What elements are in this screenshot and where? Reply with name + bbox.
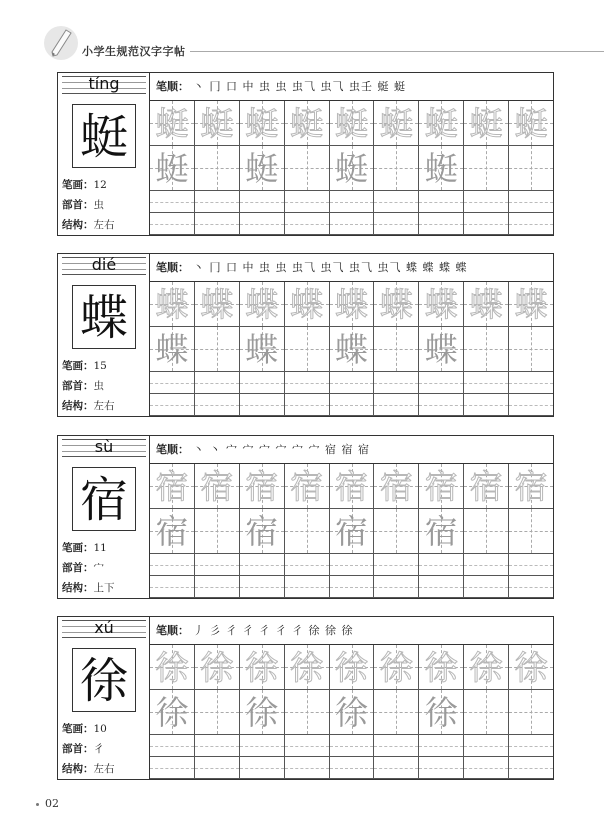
grid-cell[interactable] <box>374 394 419 416</box>
grid-cell[interactable] <box>464 645 509 690</box>
grid-cell[interactable] <box>419 576 464 598</box>
grid-cell[interactable] <box>330 690 375 735</box>
empty-row <box>150 191 553 213</box>
grid-cell[interactable] <box>150 735 195 757</box>
trace-row <box>150 101 553 146</box>
grid-cell[interactable] <box>330 464 375 509</box>
grid-cell[interactable] <box>419 757 464 779</box>
grid-cell[interactable] <box>419 394 464 416</box>
trace-char: 蝶 <box>514 285 548 324</box>
trace-char: 蜓 <box>424 104 458 143</box>
trace-char: 蜓 <box>379 104 413 143</box>
copy-char: 蜓 <box>155 149 189 188</box>
grid-cell[interactable] <box>509 554 553 576</box>
grid-cell[interactable] <box>374 645 419 690</box>
grid-cell[interactable] <box>195 464 240 509</box>
grid-cell[interactable] <box>330 282 375 327</box>
grid-cell[interactable] <box>285 394 330 416</box>
copy-char: 蝶 <box>245 330 279 369</box>
empty-row <box>150 757 553 779</box>
grid-cell[interactable] <box>285 282 330 327</box>
grid-cell[interactable] <box>150 101 195 146</box>
trace-char: 宿 <box>424 467 458 506</box>
structure: 结构：左右 <box>62 400 115 412</box>
model-char: 蝶 <box>79 290 128 346</box>
copy-row <box>150 327 553 372</box>
copy-char: 蜓 <box>335 149 368 188</box>
copy-char: 徐 <box>155 693 189 732</box>
trace-char: 蝶 <box>290 285 324 324</box>
grid-cell[interactable] <box>419 509 464 554</box>
trace-char: 蝶 <box>469 285 503 324</box>
grid-cell[interactable] <box>195 213 240 235</box>
stroke-order-label: 笔顺： <box>156 624 189 637</box>
pinyin-box <box>58 254 150 278</box>
grid-cell[interactable] <box>285 191 330 213</box>
trace-char: 宿 <box>335 467 368 506</box>
grid-cell[interactable] <box>374 191 419 213</box>
page-header <box>44 26 604 62</box>
trace-char: 蝶 <box>155 285 189 324</box>
grid-cell[interactable] <box>240 690 285 735</box>
stroke-order-sequence: 丿 彡 彳 彳 彳 彳 彳 徐 徐 徐 <box>193 624 354 637</box>
grid-cell[interactable] <box>509 757 553 779</box>
trace-char: 宿 <box>514 467 548 506</box>
header-rule <box>190 51 604 52</box>
grid-cell[interactable] <box>240 372 285 394</box>
trace-char: 徐 <box>424 648 458 687</box>
grid-cell[interactable] <box>419 554 464 576</box>
grid-cell[interactable] <box>330 101 375 146</box>
pinyin-box <box>58 617 150 641</box>
trace-char: 蝶 <box>424 285 458 324</box>
page-title: 小学生规范汉字字帖 <box>82 45 186 58</box>
empty-row <box>150 554 553 576</box>
grid-cell[interactable] <box>240 645 285 690</box>
grid-cell[interactable] <box>195 509 240 554</box>
writing-grid <box>150 645 553 779</box>
grid-cell[interactable] <box>330 735 375 757</box>
grid-cell[interactable] <box>509 191 553 213</box>
page-number: 02 <box>36 797 59 810</box>
grid-cell[interactable] <box>509 735 553 757</box>
grid-cell[interactable] <box>150 213 195 235</box>
grid-cell[interactable] <box>150 327 195 372</box>
grid-cell[interactable] <box>150 757 195 779</box>
grid-cell[interactable] <box>240 101 285 146</box>
pinyin-text: tíng <box>88 74 120 93</box>
grid-cell[interactable] <box>464 372 509 394</box>
pinyin-text: sù <box>94 437 114 456</box>
grid-cell[interactable] <box>195 735 240 757</box>
char-info-panel <box>58 254 150 416</box>
grid-cell[interactable] <box>240 191 285 213</box>
grid-cell[interactable] <box>240 394 285 416</box>
trace-char: 宿 <box>290 467 324 506</box>
trace-row <box>150 645 553 690</box>
grid-cell[interactable] <box>464 101 509 146</box>
pencil-icon <box>44 26 78 60</box>
grid-cell[interactable] <box>285 757 330 779</box>
grid-cell[interactable] <box>330 146 375 191</box>
grid-cell[interactable] <box>464 327 509 372</box>
grid-cell[interactable] <box>509 509 553 554</box>
practice-block <box>57 435 554 599</box>
char-info-panel <box>58 617 150 779</box>
grid-cell[interactable] <box>374 327 419 372</box>
grid-cell[interactable] <box>330 509 375 554</box>
writing-grid <box>150 282 553 416</box>
stroke-order-sequence: 丶 丶 宀 宀 宀 宀 宀 宀 宿 宿 宿 <box>193 443 370 456</box>
copy-char: 徐 <box>245 693 279 732</box>
trace-char: 宿 <box>469 467 503 506</box>
practice-block <box>57 72 554 236</box>
grid-cell[interactable] <box>464 509 509 554</box>
grid-cell[interactable] <box>330 191 375 213</box>
practice-block <box>57 616 554 780</box>
grid-cell[interactable] <box>150 690 195 735</box>
grid-cell[interactable] <box>509 213 553 235</box>
grid-cell[interactable] <box>195 191 240 213</box>
grid-cell[interactable] <box>150 372 195 394</box>
grid-cell[interactable] <box>509 327 553 372</box>
empty-row <box>150 372 553 394</box>
radical: 部首：彳 <box>62 743 104 755</box>
grid-cell[interactable] <box>509 372 553 394</box>
pinyin-box <box>58 436 150 460</box>
grid-cell[interactable] <box>419 464 464 509</box>
grid-cell[interactable] <box>150 554 195 576</box>
grid-cell[interactable] <box>285 101 330 146</box>
practice-area <box>150 73 553 235</box>
grid-cell[interactable] <box>150 394 195 416</box>
model-char-box <box>72 467 136 531</box>
char-info-panel <box>58 436 150 598</box>
grid-cell[interactable] <box>419 690 464 735</box>
trace-char: 蜓 <box>469 104 503 143</box>
stroke-order <box>150 436 553 464</box>
stroke-count: 笔画：10 <box>62 723 107 735</box>
grid-cell[interactable] <box>150 645 195 690</box>
grid-cell[interactable] <box>150 464 195 509</box>
grid-cell[interactable] <box>195 645 240 690</box>
stroke-order <box>150 617 553 645</box>
grid-cell[interactable] <box>419 327 464 372</box>
model-char: 宿 <box>79 472 128 528</box>
stroke-order-label: 笔顺： <box>156 80 189 93</box>
grid-cell[interactable] <box>509 101 553 146</box>
grid-cell[interactable] <box>374 146 419 191</box>
char-info-panel <box>58 73 150 235</box>
structure: 结构：左右 <box>62 763 115 775</box>
model-char: 蜓 <box>79 109 128 165</box>
grid-cell[interactable] <box>509 645 553 690</box>
empty-row <box>150 735 553 757</box>
radical: 部首：虫 <box>62 380 104 392</box>
grid-cell[interactable] <box>464 690 509 735</box>
trace-char: 蝶 <box>245 285 279 324</box>
trace-char: 徐 <box>245 648 279 687</box>
trace-char: 蜓 <box>514 104 548 143</box>
grid-cell[interactable] <box>285 554 330 576</box>
grid-cell[interactable] <box>464 191 509 213</box>
grid-cell[interactable] <box>150 576 195 598</box>
grid-cell[interactable] <box>419 282 464 327</box>
practice-area <box>150 254 553 416</box>
copy-char: 蝶 <box>155 330 189 369</box>
grid-cell[interactable] <box>150 191 195 213</box>
grid-cell[interactable] <box>419 372 464 394</box>
trace-char: 徐 <box>335 648 368 687</box>
trace-char: 徐 <box>155 648 189 687</box>
grid-cell[interactable] <box>285 735 330 757</box>
grid-cell[interactable] <box>374 757 419 779</box>
grid-cell[interactable] <box>195 757 240 779</box>
grid-cell[interactable] <box>419 645 464 690</box>
empty-row <box>150 213 553 235</box>
trace-char: 宿 <box>379 467 413 506</box>
grid-cell[interactable] <box>419 735 464 757</box>
trace-char: 蜓 <box>335 104 368 143</box>
grid-cell[interactable] <box>374 509 419 554</box>
grid-cell[interactable] <box>419 146 464 191</box>
grid-cell[interactable] <box>330 576 375 598</box>
grid-cell[interactable] <box>464 146 509 191</box>
grid-cell[interactable] <box>285 690 330 735</box>
model-char-box <box>72 285 136 349</box>
pinyin-text: xú <box>94 618 114 637</box>
grid-cell[interactable] <box>374 372 419 394</box>
practice-block <box>57 253 554 417</box>
grid-cell[interactable] <box>240 757 285 779</box>
stroke-order-sequence: 丶 冂 口 中 虫 虫 虫⺄ 虫⺄ 虫壬 蜓 蜓 <box>193 80 406 93</box>
trace-char: 蜓 <box>155 104 189 143</box>
model-char: 徐 <box>79 653 128 709</box>
copy-char: 徐 <box>335 693 368 732</box>
grid-cell[interactable] <box>240 576 285 598</box>
grid-cell[interactable] <box>419 213 464 235</box>
grid-cell[interactable] <box>374 213 419 235</box>
grid-cell[interactable] <box>240 554 285 576</box>
grid-cell[interactable] <box>285 213 330 235</box>
grid-cell[interactable] <box>330 554 375 576</box>
grid-cell[interactable] <box>285 509 330 554</box>
grid-cell[interactable] <box>464 576 509 598</box>
grid-cell[interactable] <box>509 146 553 191</box>
copy-row <box>150 690 553 735</box>
grid-cell[interactable] <box>330 645 375 690</box>
copy-char: 蝶 <box>335 330 368 369</box>
grid-cell[interactable] <box>509 464 553 509</box>
trace-char: 蜓 <box>200 104 234 143</box>
copy-char: 蜓 <box>424 149 458 188</box>
grid-cell[interactable] <box>195 146 240 191</box>
grid-cell[interactable] <box>509 394 553 416</box>
grid-cell[interactable] <box>374 690 419 735</box>
model-char-box <box>72 648 136 712</box>
trace-char: 蜓 <box>290 104 324 143</box>
grid-cell[interactable] <box>240 464 285 509</box>
grid-cell[interactable] <box>464 464 509 509</box>
trace-char: 宿 <box>155 467 189 506</box>
grid-cell[interactable] <box>464 394 509 416</box>
copy-row <box>150 509 553 554</box>
radical: 部首：宀 <box>62 562 104 574</box>
grid-cell[interactable] <box>240 146 285 191</box>
grid-cell[interactable] <box>509 282 553 327</box>
grid-cell[interactable] <box>374 464 419 509</box>
grid-cell[interactable] <box>285 372 330 394</box>
grid-cell[interactable] <box>509 576 553 598</box>
empty-row <box>150 394 553 416</box>
pinyin-text: dié <box>91 255 117 274</box>
trace-char: 徐 <box>290 648 324 687</box>
grid-cell[interactable] <box>464 735 509 757</box>
copy-char: 徐 <box>424 693 458 732</box>
grid-cell[interactable] <box>419 191 464 213</box>
grid-cell[interactable] <box>374 576 419 598</box>
grid-cell[interactable] <box>240 213 285 235</box>
grid-cell[interactable] <box>195 101 240 146</box>
stroke-count: 笔画：12 <box>62 179 107 191</box>
copy-char: 蜓 <box>245 149 279 188</box>
copy-char: 宿 <box>155 512 189 551</box>
grid-cell[interactable] <box>285 576 330 598</box>
stroke-count: 笔画：11 <box>62 542 107 554</box>
copy-char: 宿 <box>335 512 368 551</box>
structure: 结构：上下 <box>62 582 115 594</box>
trace-char: 宿 <box>200 467 234 506</box>
trace-char: 宿 <box>245 467 279 506</box>
trace-char: 徐 <box>200 648 234 687</box>
grid-cell[interactable] <box>285 464 330 509</box>
practice-area <box>150 617 553 779</box>
empty-row <box>150 576 553 598</box>
grid-cell[interactable] <box>195 327 240 372</box>
grid-cell[interactable] <box>150 146 195 191</box>
trace-char: 徐 <box>379 648 413 687</box>
grid-cell[interactable] <box>509 690 553 735</box>
copy-char: 宿 <box>245 512 279 551</box>
pinyin-box <box>58 73 150 97</box>
grid-cell[interactable] <box>195 372 240 394</box>
grid-cell[interactable] <box>374 101 419 146</box>
trace-row <box>150 282 553 327</box>
stroke-order-label: 笔顺： <box>156 443 189 456</box>
grid-cell[interactable] <box>285 327 330 372</box>
stroke-order <box>150 73 553 101</box>
copy-row <box>150 146 553 191</box>
grid-cell[interactable] <box>240 509 285 554</box>
grid-cell[interactable] <box>195 576 240 598</box>
stroke-count: 笔画：15 <box>62 360 107 372</box>
grid-cell[interactable] <box>240 735 285 757</box>
model-char-box <box>72 104 136 168</box>
writing-grid <box>150 101 553 235</box>
practice-area <box>150 436 553 598</box>
trace-char: 蝶 <box>379 285 413 324</box>
trace-char: 徐 <box>469 648 503 687</box>
trace-char: 徐 <box>514 648 548 687</box>
grid-cell[interactable] <box>464 213 509 235</box>
trace-char: 蝶 <box>200 285 234 324</box>
grid-cell[interactable] <box>464 282 509 327</box>
grid-cell[interactable] <box>285 645 330 690</box>
structure: 结构：左右 <box>62 219 115 231</box>
grid-cell[interactable] <box>195 690 240 735</box>
writing-grid <box>150 464 553 598</box>
grid-cell[interactable] <box>285 146 330 191</box>
grid-cell[interactable] <box>374 554 419 576</box>
grid-cell[interactable] <box>374 282 419 327</box>
grid-cell[interactable] <box>195 282 240 327</box>
grid-cell[interactable] <box>419 101 464 146</box>
stroke-order <box>150 254 553 282</box>
trace-char: 蝶 <box>335 285 368 324</box>
grid-cell[interactable] <box>374 735 419 757</box>
grid-cell[interactable] <box>330 757 375 779</box>
grid-cell[interactable] <box>330 394 375 416</box>
stroke-order-label: 笔顺： <box>156 261 189 274</box>
trace-row <box>150 464 553 509</box>
trace-char: 蜓 <box>245 104 279 143</box>
grid-cell[interactable] <box>330 327 375 372</box>
copy-char: 蝶 <box>424 330 458 369</box>
grid-cell[interactable] <box>464 554 509 576</box>
grid-cell[interactable] <box>240 327 285 372</box>
grid-cell[interactable] <box>330 213 375 235</box>
grid-cell[interactable] <box>464 757 509 779</box>
grid-cell[interactable] <box>330 372 375 394</box>
grid-cell[interactable] <box>150 509 195 554</box>
grid-cell[interactable] <box>195 554 240 576</box>
grid-cell[interactable] <box>195 394 240 416</box>
grid-cell[interactable] <box>150 282 195 327</box>
radical: 部首：虫 <box>62 199 104 211</box>
stroke-order-sequence: 丶 冂 口 中 虫 虫 虫⺄ 虫⺄ 虫⺄ 虫⺄ 蝶 蝶 蝶 蝶 <box>193 261 468 274</box>
grid-cell[interactable] <box>240 282 285 327</box>
copy-char: 宿 <box>424 512 458 551</box>
